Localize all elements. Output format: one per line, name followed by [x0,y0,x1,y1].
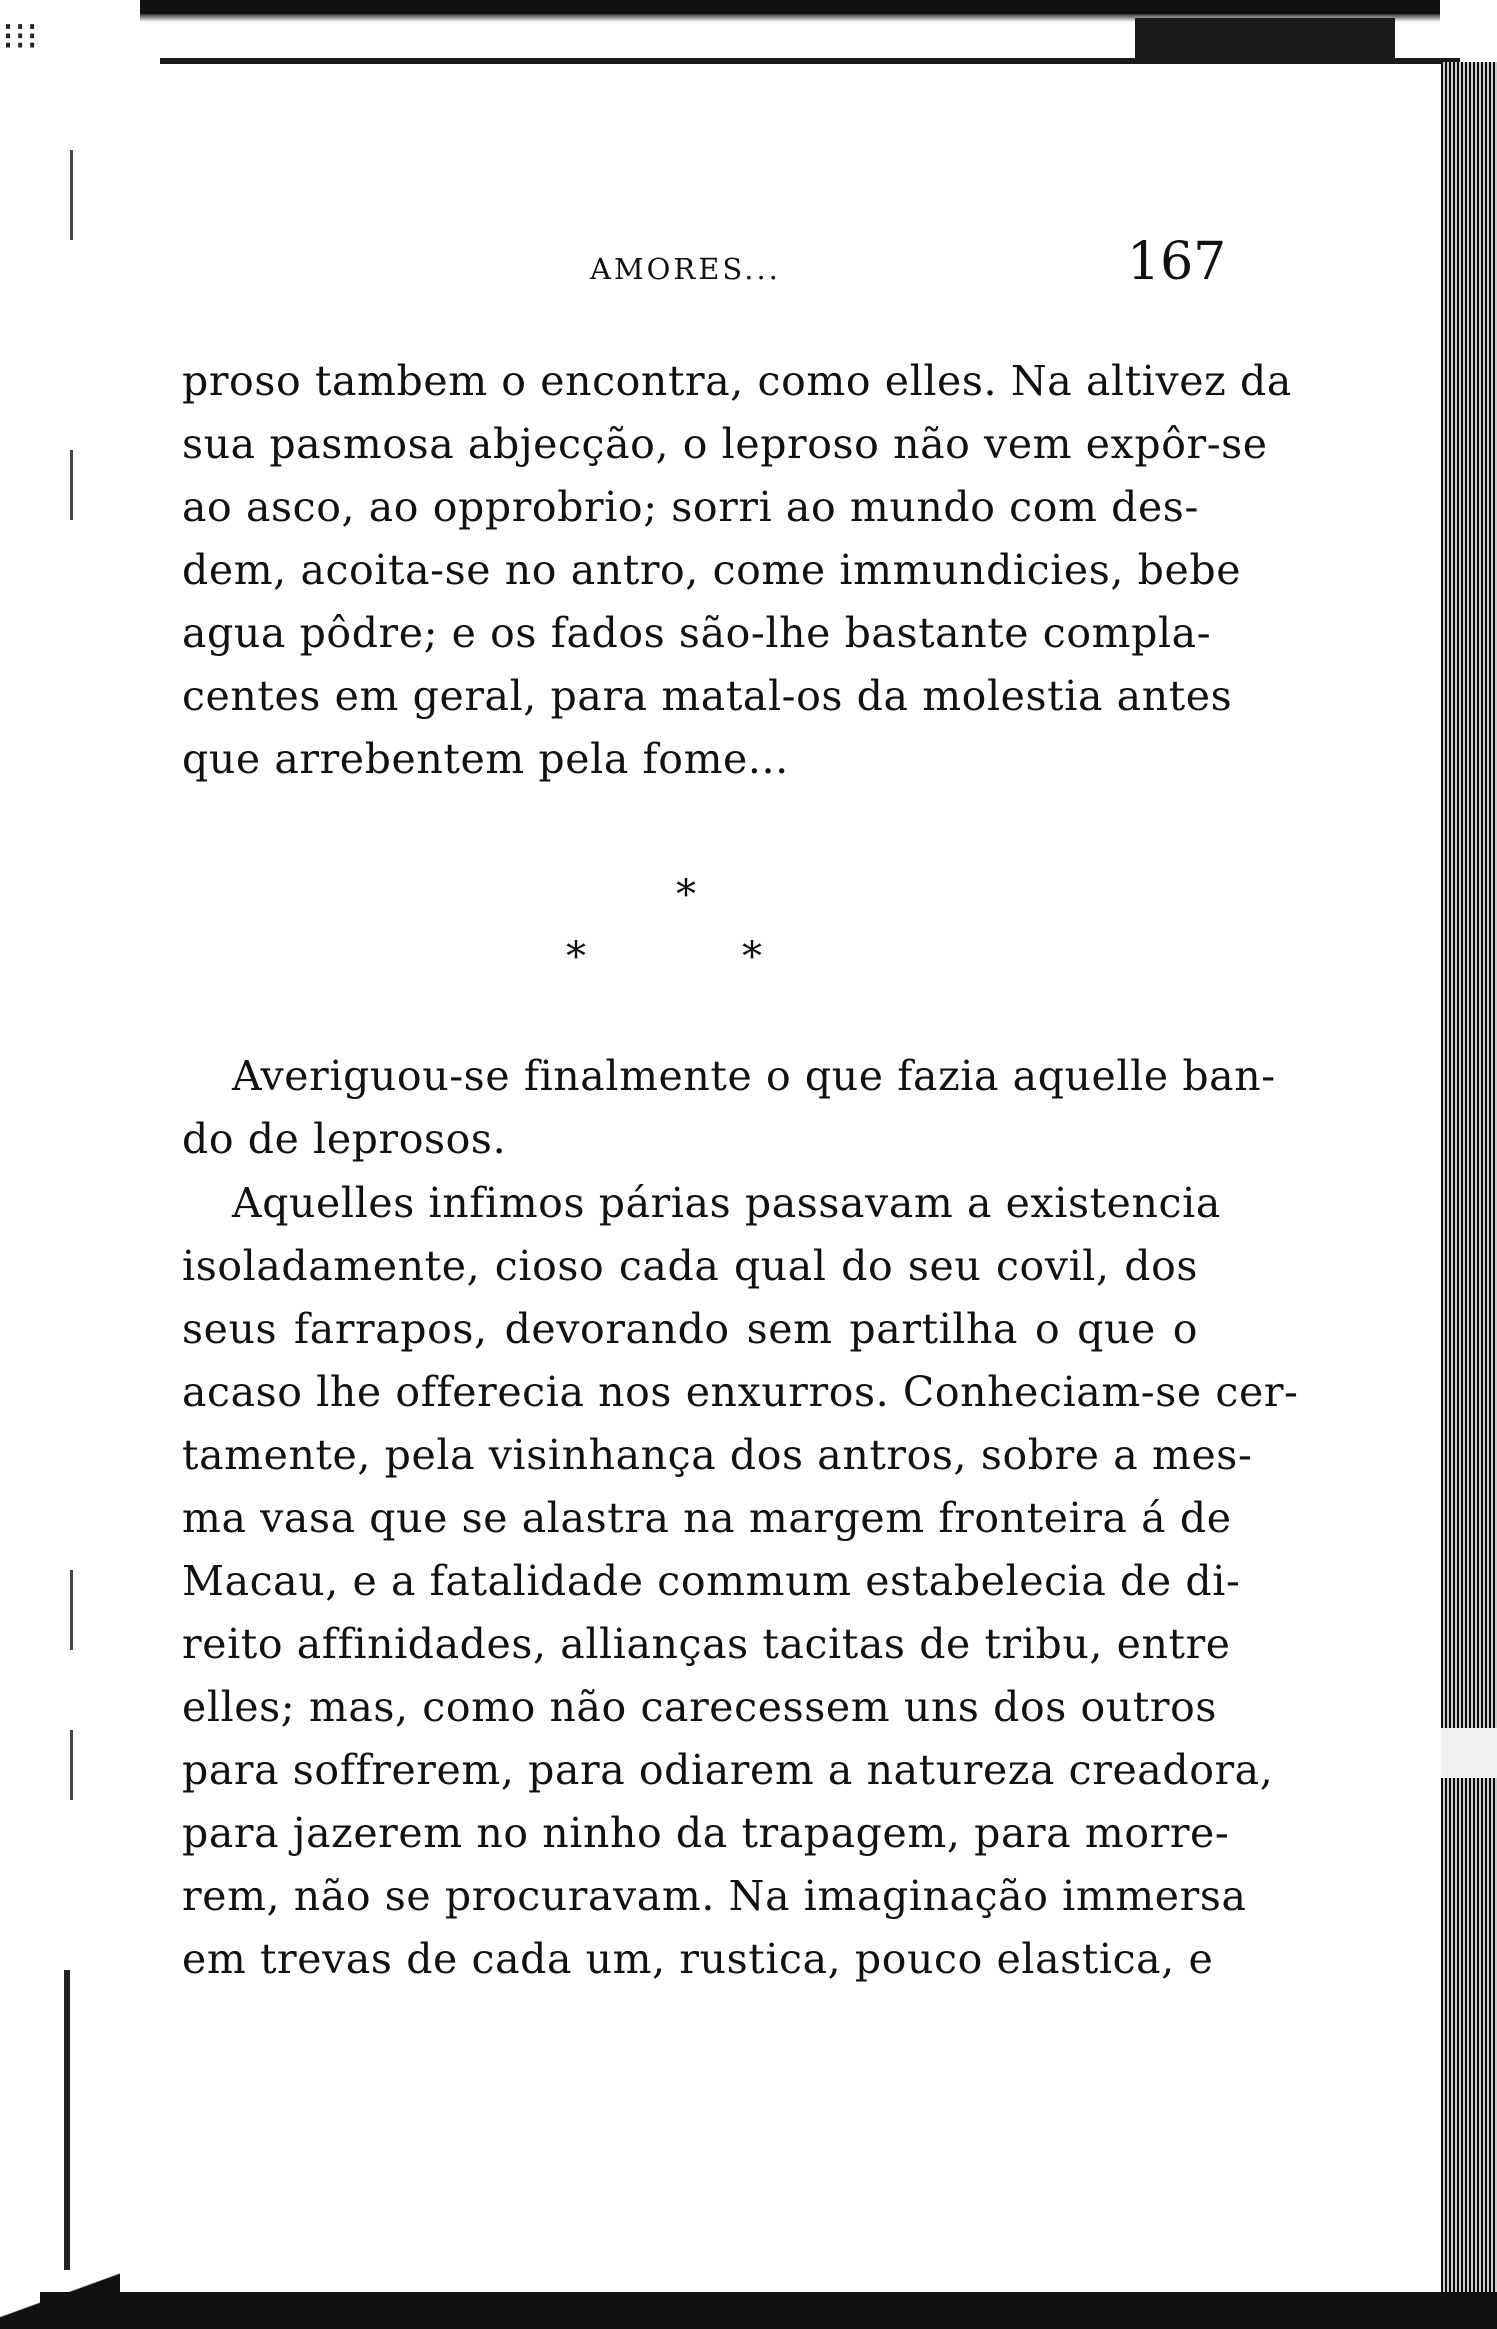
text-line: agua pôdre; e os fados são-lhe bastante compla- [182,609,1212,657]
page-number: 167 [1127,232,1227,292]
text-line: para jazerem no ninho da trapagem, para morre- [182,1809,1230,1857]
text-line: dem, acoita-se no antro, come immundicies, bebe [182,546,1242,594]
scan-mark-left [70,150,73,240]
text-line: em trevas de cada um, rustica, pouco elastica, e [182,1935,1214,1983]
text-line: para soffrerem, para odiarem a natureza creadora, [182,1746,1274,1794]
scan-mark-left [70,1730,73,1800]
running-head: AMORES... [590,252,781,286]
asterisk-top: * [676,872,696,918]
text-line: rem, não se procuravam. Na imaginação immersa [182,1872,1247,1920]
text-line: Macau, e a fatalidade commum estabelecia de di- [182,1557,1241,1605]
scan-mark-left [70,1570,73,1650]
scan-corner-marks: ⁝⁝⁝ [2,14,39,58]
paragraph-aquelles [182,1172,1299,1991]
paragraph-averiguou [182,1045,1276,1171]
text-line: proso tambem o encontra, como elles. Na altivez da [182,357,1292,405]
text-line: ao asco, ao opprobrio; sorri ao mundo com des- [182,483,1199,531]
scan-page-edges-gap [1441,1728,1497,1778]
text-line: do de leprosos. [182,1115,507,1163]
text-line: elles; mas, como não carecessem uns dos outros [182,1683,1218,1731]
text-line: reito affinidades, allianças tacitas de tribu, entre [182,1620,1231,1668]
scan-page-edges-right [1441,62,1497,2329]
asterisk-right: * [742,934,762,980]
scan-block-top-right [1135,18,1395,62]
text-line: Averiguou-se finalmente o que fazia aquelle ban- [232,1052,1276,1100]
text-line: que arrebentem pela fome... [182,735,789,783]
text-line: isoladamente, cioso cada qual do seu covil, dos [182,1242,1198,1290]
scan-corner-bottom-left [0,2248,120,2329]
asterisk-left: * [566,934,586,980]
text-line: seus farrapos, devorando sem partilha o que o [182,1305,1198,1353]
scan-border-bottom [40,2292,1497,2329]
paragraph-continuation [182,350,1292,791]
text-line: Aquelles infimos párias passavam a existencia [232,1179,1221,1227]
text-line: acaso lhe offerecia nos enxurros. Conheciam-se cer- [182,1368,1299,1416]
scan-spine-left [64,1970,70,2270]
scan-border-top [140,0,1440,14]
text-line: centes em geral, para matal-os da molestia antes [182,672,1233,720]
scan-mark-left [70,450,73,520]
text-line: tamente, pela visinhança dos antros, sobre a mes- [182,1431,1253,1479]
text-line: sua pasmosa abjecção, o leproso não vem expôr-se [182,420,1268,468]
text-line: ma vasa que se alastra na margem fronteira á de [182,1494,1232,1542]
